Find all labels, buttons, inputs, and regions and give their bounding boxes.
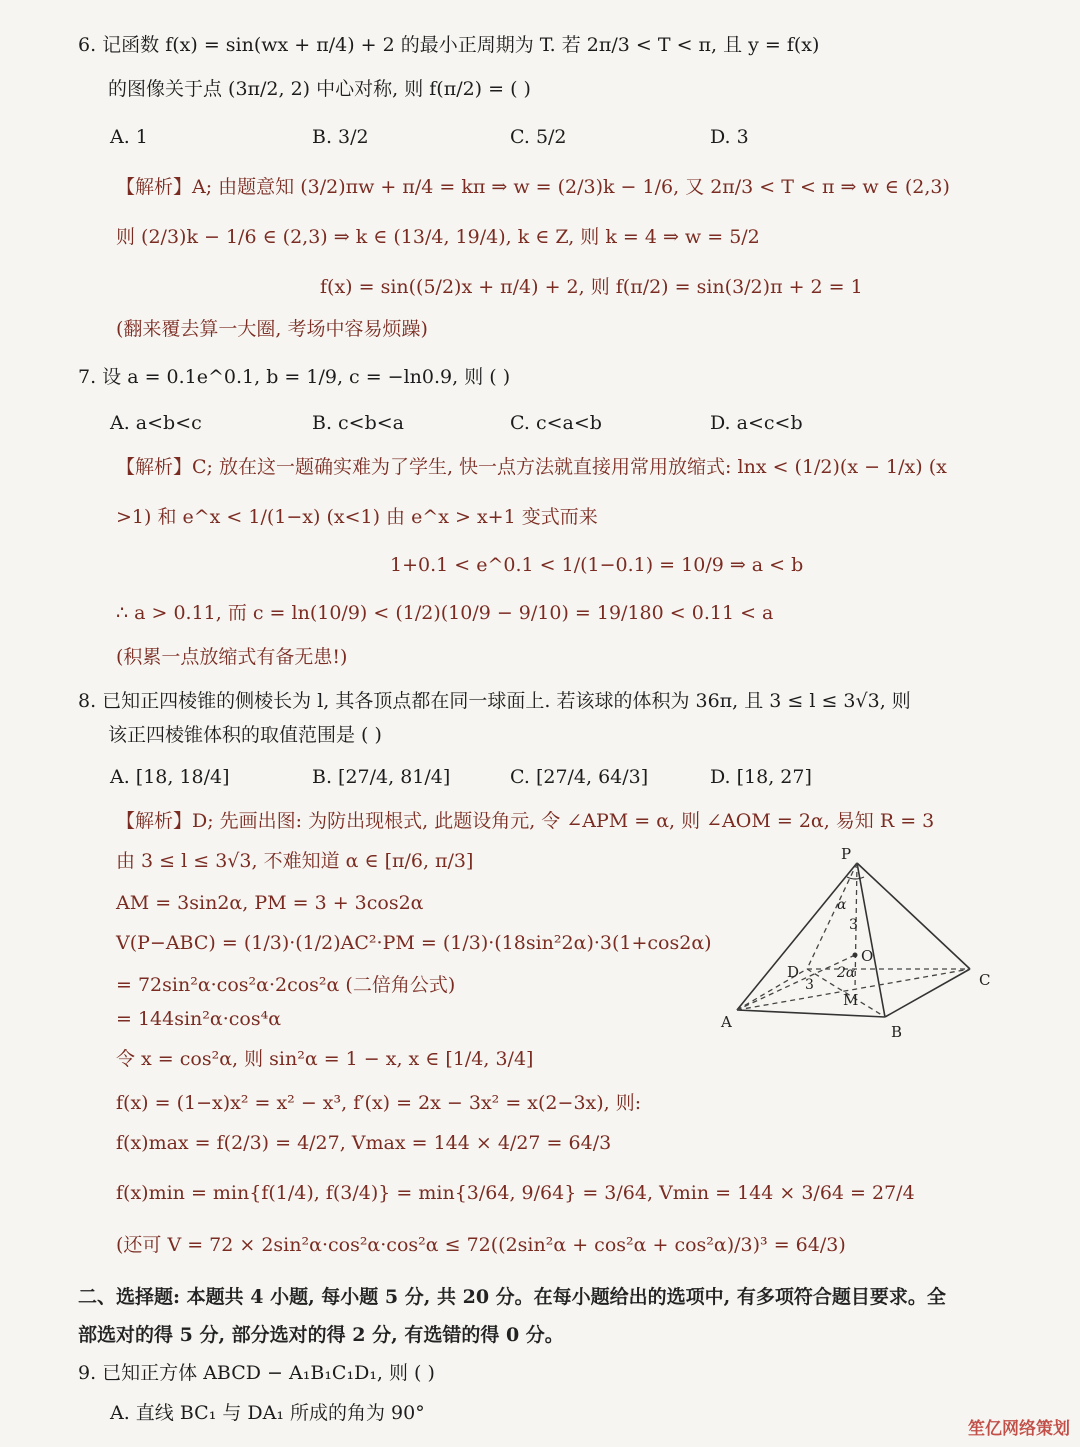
q8-solution-line7: 令 x = cos²α, 则 sin²α = 1 − x, x ∈ [1/4, 3/4] <box>116 1048 534 1070</box>
q6-option-b: B. 3/2 <box>312 126 369 148</box>
q6-solution-note: (翻来覆去算一大圈, 考场中容易烦躁) <box>116 318 428 340</box>
q7-line1: 7. 设 a = 0.1e^0.1, b = 1/9, c = −ln0.9, 则 ( ) <box>78 366 511 388</box>
section2-line2: 部选对的得 5 分, 部分选对的得 2 分, 有选错的得 0 分。 <box>78 1324 564 1346</box>
q8-solution-line6: = 144sin²α·cos⁴α <box>116 1008 282 1030</box>
q6-line1: 6. 记函数 f(x) = sin(wx + π/4) + 2 的最小正周期为 T. 若 2π/3 < T < π, 且 y = f(x) <box>78 34 820 56</box>
q7-option-a: A. a<b<c <box>110 412 202 434</box>
q6-solution-line1: 【解析】A; 由题意知 (3/2)πw + π/4 = kπ ⇒ w = (2/3)k − 1/6, 又 2π/3 < T < π ⇒ w ∈ (2,3) <box>116 176 950 198</box>
q8-option-d: D. [18, 27] <box>710 766 812 788</box>
figure-label-d: D <box>787 963 800 981</box>
q9-line1: 9. 已知正方体 ABCD − A₁B₁C₁D₁, 则 ( ) <box>78 1362 435 1384</box>
q8-option-a: A. [18, 18/4] <box>110 766 230 788</box>
figure-label-b: B <box>891 1023 903 1041</box>
q8-solution-line4: V(P−ABC) = (1/3)·(1/2)AC²·PM = (1/3)·(18sin²2α)·3(1+cos2α) <box>116 932 712 954</box>
q8-solution-line5: = 72sin²α·cos²α·2cos²α (二倍角公式) <box>116 974 456 996</box>
q7-option-c: C. c<a<b <box>510 412 602 434</box>
q7-solution-line2: >1) 和 e^x < 1/(1−x) (x<1) 由 e^x > x+1 变式而来 <box>116 506 598 528</box>
figure-label-c: C <box>979 971 991 989</box>
pyramid-figure <box>715 845 1005 1045</box>
q7-solution-line4: ∴ a > 0.11, 而 c = ln(10/9) < (1/2)(10/9 − 9/10) = 19/180 < 0.11 < a <box>116 602 774 624</box>
q8-line1: 8. 已知正四棱锥的侧棱长为 l, 其各顶点都在同一球面上. 若该球的体积为 36π, 且 3 ≤ l ≤ 3√3, 则 <box>78 690 911 712</box>
q8-solution-line9: f(x)max = f(2/3) = 4/27, Vmax = 144 × 4/27 = 64/3 <box>116 1132 612 1154</box>
q8-line2: 该正四棱锥体积的取值范围是 ( ) <box>108 724 382 746</box>
q7-solution-line3: 1+0.1 < e^0.1 < 1/(1−0.1) = 10/9 ⇒ a < b <box>390 554 804 576</box>
figure-label-m: M <box>843 991 859 1009</box>
q8-solution-line2: 由 3 ≤ l ≤ 3√3, 不难知道 α ∈ [π/6, π/3] <box>116 850 474 872</box>
q8-option-c: C. [27/4, 64/3] <box>510 766 649 788</box>
q7-solution-line1: 【解析】C; 放在这一题确实难为了学生, 快一点方法就直接用常用放缩式: lnx < (1/2)(x − 1/x) (x <box>116 456 947 478</box>
figure-label-r-top: 3 <box>849 917 858 933</box>
q7-option-d: D. a<c<b <box>710 412 803 434</box>
q7-solution-note: (积累一点放缩式有备无患!) <box>116 646 348 668</box>
q8-solution-line8: f(x) = (1−x)x² = x² − x³, f′(x) = 2x − 3x² = x(2−3x), 则: <box>116 1092 642 1114</box>
section2-line1: 二、选择题: 本题共 4 小题, 每小题 5 分, 共 20 分。在每小题给出的选项中, 有多项符合题目要求。全 <box>78 1286 946 1308</box>
watermark-logo: 笙亿网络策划 <box>968 1419 1070 1439</box>
q6-solution-line2: 则 (2/3)k − 1/6 ∈ (2,3) ⇒ k ∈ (13/4, 19/4), k ∈ Z, 则 k = 4 ⇒ w = 5/2 <box>116 226 760 248</box>
figure-label-2alpha: 2α <box>837 965 856 981</box>
q6-line2: 的图像关于点 (3π/2, 2) 中心对称, 则 f(π/2) = ( ) <box>108 78 531 100</box>
figure-label-r-side: 3 <box>805 977 814 993</box>
q8-solution-line11: (还可 V = 72 × 2sin²α·cos²α·cos²α ≤ 72((2sin²α + cos²α + cos²α)/3)³ = 64/3) <box>116 1234 846 1256</box>
q8-solution-line10: f(x)min = min{f(1/4), f(3/4)} = min{3/64, 9/64} = 3/64, Vmin = 144 × 3/64 = 27/4 <box>116 1182 915 1204</box>
q6-solution-line3: f(x) = sin((5/2)x + π/4) + 2, 则 f(π/2) = sin(3/2)π + 2 = 1 <box>320 276 863 298</box>
q6-option-a: A. 1 <box>110 126 148 148</box>
q7-option-b: B. c<b<a <box>312 412 405 434</box>
q8-solution-line3: AM = 3sin2α, PM = 3 + 3cos2α <box>116 892 424 914</box>
figure-label-o: O <box>861 947 874 965</box>
figure-label-a: A <box>721 1013 732 1031</box>
q9-option-a: A. 直线 BC₁ 与 DA₁ 所成的角为 90° <box>110 1402 425 1424</box>
q6-option-d: D. 3 <box>710 126 749 148</box>
figure-label-alpha: α <box>837 897 847 913</box>
q8-solution-line1: 【解析】D; 先画出图: 为防出现根式, 此题设角元, 令 ∠APM = α, 则 ∠AOM = 2α, 易知 R = 3 <box>116 810 935 832</box>
q6-option-c: C. 5/2 <box>510 126 567 148</box>
figure-label-p: P <box>841 845 852 863</box>
q8-option-b: B. [27/4, 81/4] <box>312 766 451 788</box>
